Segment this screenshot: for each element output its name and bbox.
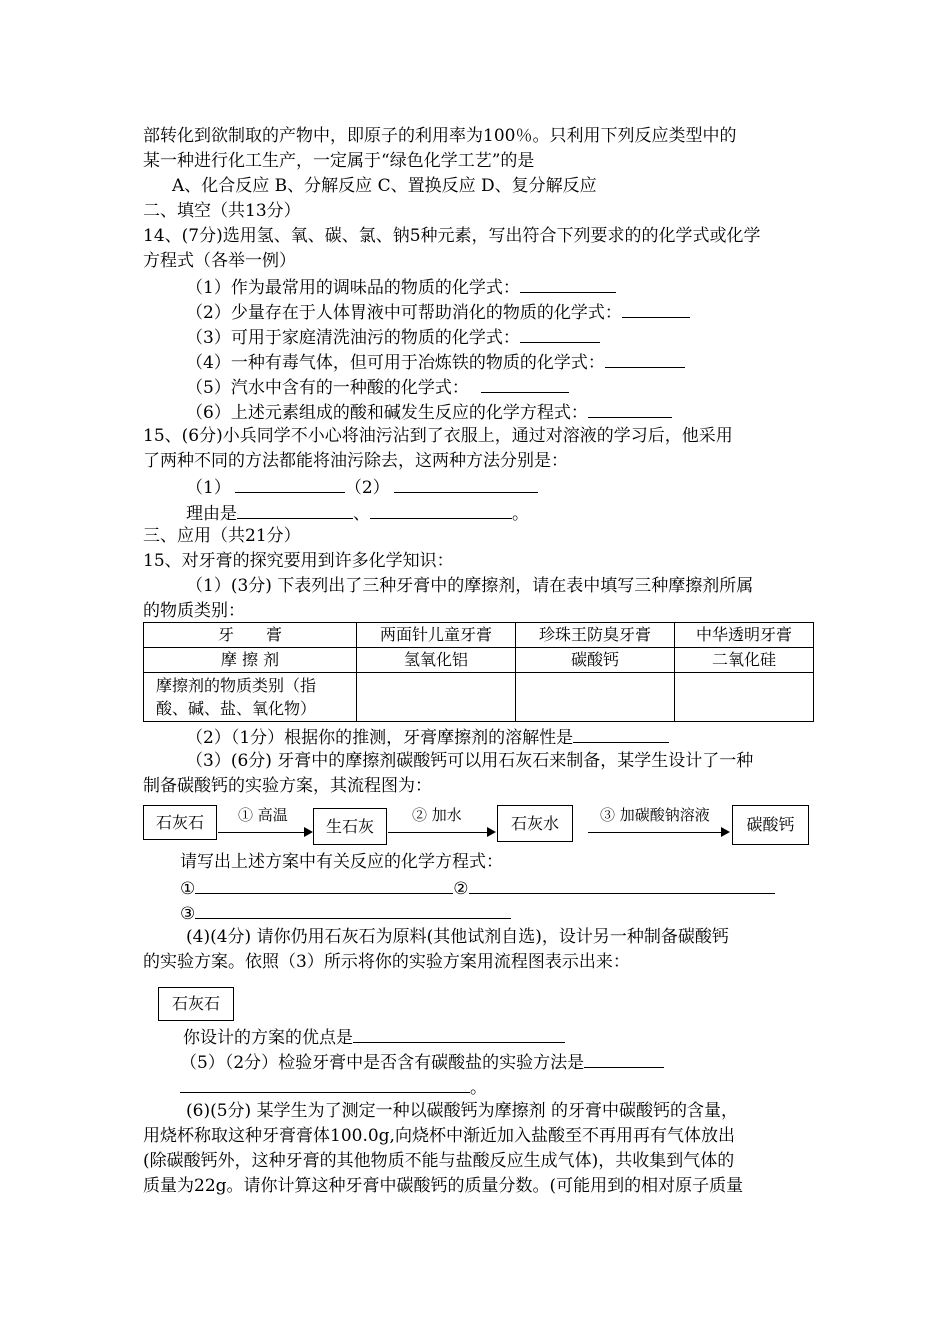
eq-2-label: ② xyxy=(453,879,469,899)
table-header-cell: 牙 膏 xyxy=(144,623,357,648)
flow-step-3-label: ③ 加碳酸钠溶液 xyxy=(600,806,710,824)
answer-blank[interactable] xyxy=(481,374,569,393)
q15b-part3-line-1: （3）(6分) 牙膏中的摩擦剂碳酸钙可以用石灰石来制备，某学生设计了一种 xyxy=(186,751,754,771)
flow-arrow-1 xyxy=(218,832,311,833)
q15b-part5-continue xyxy=(180,1074,487,1101)
q15a-separator: 、 xyxy=(353,504,370,524)
q15a-line-1: 15、(6分)小兵同学不小心将油污沾到了衣服上，通过对溶液的学习后，他采用 xyxy=(143,426,733,446)
q14-item-6-text: （6）上述元素组成的酸和碱发生反应的化学方程式： xyxy=(186,403,588,423)
q14-item-3-text: （3）可用于家庭清洗油污的物质的化学式： xyxy=(186,328,520,348)
q15a-method-2-label: （2） xyxy=(344,478,390,498)
q15b-part1-line-2: 的物质类别： xyxy=(143,601,245,621)
table-row xyxy=(144,623,814,648)
flow-step-2-label: ② 加水 xyxy=(412,806,462,824)
eq-3-label: ③ xyxy=(180,904,196,924)
table-cell: 氢氧化铝 xyxy=(357,648,516,673)
q15a-line-2: 了两种不同的方法都能将油污除去，这两种方法分别是： xyxy=(143,451,568,471)
answer-blank[interactable] xyxy=(237,500,353,519)
answer-blank[interactable] xyxy=(195,875,453,894)
answer-blank[interactable] xyxy=(195,900,511,919)
q15b-part5-text: （5）（2分）检验牙膏中是否含有碳酸盐的实验方法是 xyxy=(180,1053,585,1073)
q14-item-1-text: （1）作为最常用的调味品的物质的化学式： xyxy=(186,278,520,298)
answer-cell[interactable] xyxy=(516,673,675,722)
q15b-part5 xyxy=(180,1049,664,1076)
q13-line-1: 部转化到欲制取的产物中，即原子的利用率为100％。只利用下列反应类型中的 xyxy=(143,126,737,146)
q15b-part3-ask: 请写出上述方案中有关反应的化学方程式： xyxy=(180,852,503,872)
q15b-part3-line-2: 制备碳酸钙的实验方案，其流程图为： xyxy=(143,776,432,796)
q14-item-4 xyxy=(186,349,685,376)
flow-arrow-2 xyxy=(388,832,494,833)
answer-cell[interactable] xyxy=(357,673,516,722)
category-label-line-1: 摩擦剂的物质类别（指 xyxy=(156,676,317,695)
table-row xyxy=(144,673,814,722)
q14-line-2: 方程式（各举一例） xyxy=(143,251,296,271)
section-3-title: 三、应用（共21分） xyxy=(143,526,301,546)
answer-blank[interactable] xyxy=(520,324,600,343)
answer-blank[interactable] xyxy=(370,500,512,519)
answer-blank[interactable] xyxy=(622,299,690,318)
q14-item-2 xyxy=(186,299,690,326)
q15b-intro: 15、对牙膏的探究要用到许多化学知识： xyxy=(143,551,454,571)
q15b-part1-line-1: （1）(3分) 下表列出了三种牙膏中的摩擦剂，请在表中填写三种摩擦剂所属 xyxy=(186,576,754,596)
q15b-part2-text: （2）（1分）根据你的推测，牙膏摩擦剂的溶解性是 xyxy=(186,728,574,748)
eq-1-label: ① xyxy=(180,879,196,899)
q15b-part6-line-1: (6)(5分) 某学生为了测定一种以碳酸钙为摩擦剂 的牙膏中碳酸钙的含量， xyxy=(186,1101,738,1121)
answer-blank[interactable] xyxy=(180,1074,470,1093)
q15b-equations-1-2 xyxy=(180,875,775,902)
q14-item-5-text: （5）汽水中含有的一种酸的化学式： xyxy=(186,378,469,398)
q15b-part4-advantage xyxy=(183,1024,565,1051)
answer-blank[interactable] xyxy=(588,399,672,418)
q15a-method-1-label: （1） xyxy=(186,478,231,498)
q15a-reason xyxy=(186,500,529,527)
flow-box-quicklime: 生石灰 xyxy=(313,808,387,845)
q14-line-1: 14、(7分)选用氢、氧、碳、氯、钠5种元素，写出符合下列要求的的化学式或化学 xyxy=(143,226,761,246)
answer-blank[interactable] xyxy=(353,1024,565,1043)
table-row xyxy=(144,648,814,673)
q14-item-4-text: （4）一种有毒气体，但可用于冶炼铁的物质的化学式： xyxy=(186,353,605,373)
table-cell: 碳酸钙 xyxy=(516,648,675,673)
flow-step-1-label: ① 高温 xyxy=(238,806,288,824)
q15a-methods xyxy=(186,474,538,501)
category-label-line-2: 酸、碱、盐、氧化物） xyxy=(156,699,317,718)
q15b-part4-line-2: 的实验方案。依照（3）所示将你的实验方案用流程图表示出来： xyxy=(143,952,630,972)
answer-blank[interactable] xyxy=(584,1049,664,1068)
answer-blank[interactable] xyxy=(394,474,538,493)
q15b-part6-line-2: 用烧杯称取这种牙膏膏体100.0g,向烧杯中渐近加入盐酸至不再用再有气体放出 xyxy=(143,1126,735,1146)
answer-cell[interactable] xyxy=(675,673,814,722)
table-header-cell: 珍珠王防臭牙膏 xyxy=(516,623,675,648)
answer-blank[interactable] xyxy=(520,274,616,293)
answer-blank[interactable] xyxy=(235,474,345,493)
q15b-equation-3 xyxy=(180,900,511,927)
q15b-part5-end: 。 xyxy=(470,1078,487,1098)
section-2-title: 二、填空（共13分） xyxy=(143,201,301,221)
q14-item-6 xyxy=(186,399,672,426)
q15b-part2 xyxy=(186,724,669,751)
q15b-part6-line-4: 质量为22g。请你计算这种牙膏中碳酸钙的质量分数。(可能用到的相对原子质量 xyxy=(143,1176,744,1196)
answer-blank[interactable] xyxy=(573,724,669,743)
flow-arrow-3 xyxy=(588,832,728,833)
q14-item-5 xyxy=(186,374,569,401)
q15b-part4-line-1: (4)(4分) 请你仍用石灰石为原料(其他试剂自选)，设计另一种制备碳酸钙 xyxy=(186,927,729,947)
q13-options: A、化合反应 B、分解反应 C、置换反应 D、复分解反应 xyxy=(172,176,597,196)
flow-box-limestone-design: 石灰石 xyxy=(158,987,234,1021)
q15b-part6-line-3: (除碳酸钙外，这种牙膏的其他物质不能与盐酸反应生成气体)，共收集到气体的 xyxy=(143,1151,735,1171)
q15a-end: 。 xyxy=(512,504,529,524)
answer-blank[interactable] xyxy=(605,349,685,368)
table-header-cell: 中华透明牙膏 xyxy=(675,623,814,648)
table-header-cell: 两面针儿童牙膏 xyxy=(357,623,516,648)
flow-box-limewater: 石灰水 xyxy=(497,805,573,842)
q13-line-2: 某一种进行化工生产，一定属于“绿色化学工艺”的是 xyxy=(143,151,535,171)
flow-box-calcium-carbonate: 碳酸钙 xyxy=(732,805,809,845)
abrasive-table xyxy=(143,622,814,722)
flow-box-limestone: 石灰石 xyxy=(143,805,217,840)
q14-item-1 xyxy=(186,274,616,301)
q14-item-3 xyxy=(186,324,600,351)
table-cell: 摩 擦 剂 xyxy=(144,648,357,673)
q14-item-2-text: （2）少量存在于人体胃液中可帮助消化的物质的化学式： xyxy=(186,303,622,323)
table-cell-category-label xyxy=(144,673,357,722)
q15a-reason-label: 理由是 xyxy=(186,504,237,524)
table-cell: 二氧化硅 xyxy=(675,648,814,673)
answer-blank[interactable] xyxy=(469,875,775,894)
advantage-label: 你设计的方案的优点是 xyxy=(183,1028,353,1048)
